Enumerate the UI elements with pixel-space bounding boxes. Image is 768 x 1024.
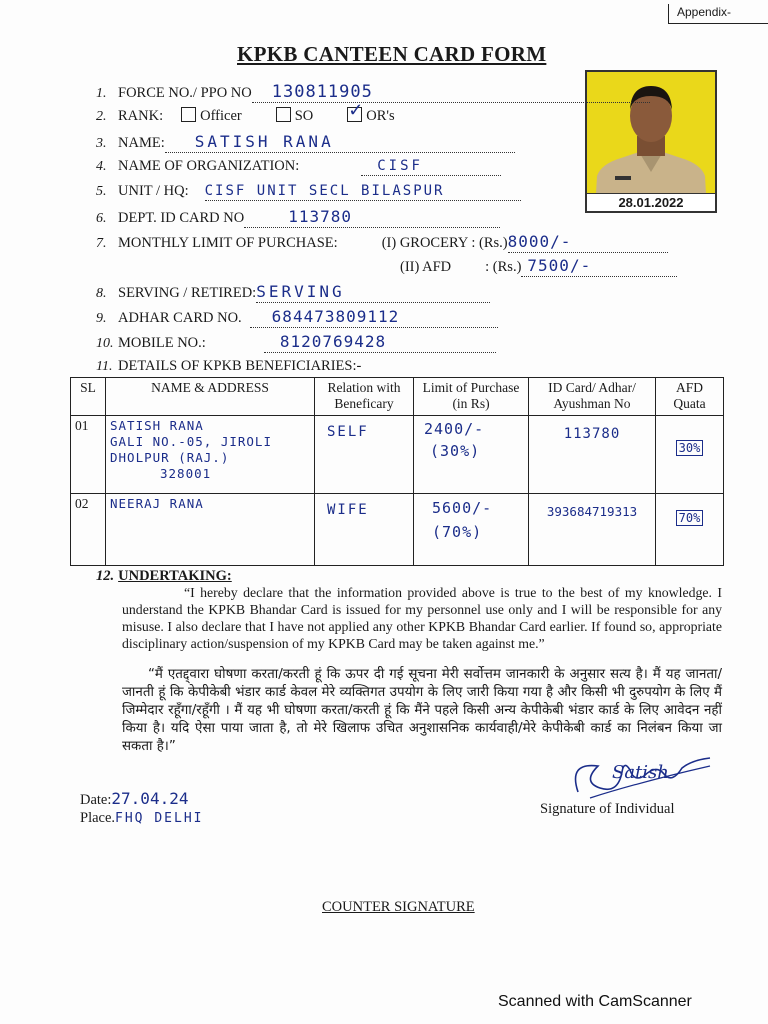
rank-officer-checkbox[interactable] xyxy=(181,107,196,122)
afd-limit-value[interactable]: 7500/- xyxy=(527,256,592,275)
row-id-card[interactable]: 113780 xyxy=(529,416,656,494)
mobile-value[interactable]: 8120769428 xyxy=(279,332,387,351)
date-field: Date:27.04.24 xyxy=(80,789,189,808)
limit-amount: 5600/- xyxy=(432,499,493,517)
field-unit-hq: 5. UNIT / HQ: CISF UNIT SECL BILASPUR xyxy=(96,182,521,202)
row-afd-quota[interactable] xyxy=(656,416,724,494)
rank-so-checkbox[interactable] xyxy=(276,107,291,122)
beneficiary-name: SATISH RANA xyxy=(110,418,204,433)
signature-mark[interactable]: Satish xyxy=(560,752,720,804)
field-name: 3. NAME: SATISH RANA xyxy=(96,132,515,152)
place-field: Place.FHQ DELHI xyxy=(80,810,204,826)
undertaking-hindi: “मैं एतद्द्वारा घोषणा करता/करती हूं कि ऊपर दी गई सूचना मेरी सर्वोत्तम जानकारी के अनुसार सत्य है। मैं यह जानता/जानती हूं कि केपीकेबी भंडार कार्ड केवल मेरे व्यक्तिगत उपयोग के लिए जारी किया गया है और किसी भी दुरुपयोग के लिए मैं जिम्मेदार रहूँगा/रहूँगी । मैं यह भी घोषणा करता/करती हूं कि मैंने पहले किसी अन्य केपीकेबी भंडार कार्ड के लिए आवेदन नहीं किया है। यदि ऐसा पाया जाता है, तो मेरे खिलाफ उचित अनुशासनिक कार्यवाही/मेरे केपीकेबी कार्ड का निलंबन किया जा सकता है।” xyxy=(122,667,722,754)
grocery-limit-value[interactable]: 8000/- xyxy=(507,232,572,251)
place-value[interactable]: FHQ DELHI xyxy=(115,811,204,826)
serving-value[interactable]: SERVING xyxy=(256,282,345,301)
field-mobile: 10. MOBILE NO.: 8120769428 xyxy=(96,332,496,352)
beneficiaries-table xyxy=(70,377,724,566)
organization-value[interactable]: CISF xyxy=(377,158,423,174)
field-organization: 4. NAME OF ORGANIZATION: CISF xyxy=(96,157,501,177)
field-adhar: 9. ADHAR CARD NO. 684473809112 xyxy=(96,307,498,327)
field-monthly-limit: 7. MONTHLY LIMIT OF PURCHASE: (I) GROCERY : (Rs.)8000/- xyxy=(96,232,668,252)
row-sl: 01 xyxy=(71,416,106,494)
rank-ors-checkbox[interactable] xyxy=(347,100,364,122)
counter-signature: COUNTER SIGNATURE xyxy=(322,899,475,915)
field-dept-id: 6. DEPT. ID CARD NO 113780 xyxy=(96,207,500,227)
row-relation[interactable]: SELF xyxy=(315,416,414,494)
undertaking-heading: 12. UNDERTAKING: xyxy=(96,568,232,584)
camscanner-footer: Scanned with CamScanner xyxy=(498,993,692,1010)
field-beneficiaries: 11. DETAILS OF KPKB BENEFICIARIES:- xyxy=(96,358,362,374)
field-afd-limit: (II) AFD : (Rs.) 7500/- xyxy=(400,256,677,276)
name-value[interactable]: SATISH RANA xyxy=(194,132,334,151)
limit-percent: (30%) xyxy=(430,442,481,460)
field-serving: 8. SERVING / RETIRED:SERVING xyxy=(96,282,490,302)
col-relation: Relation with Beneficary xyxy=(315,378,414,416)
photo-date: 28.01.2022 xyxy=(587,193,715,211)
unit-hq-value[interactable]: CISF UNIT SECL BILASPUR xyxy=(204,183,445,199)
date-value[interactable]: 27.04.24 xyxy=(111,789,189,808)
undertaking-english: “I hereby declare that the information provided above is true to the best of my knowledge. I understand the KPKB Bhandar Card is issued for my personnel use only and I will be responsible for any misuse. I also declare that I have not applied any other KPKB Bhandar Card earlier. If found so, appropriate disciplinary action/suspension of my KPKB Card may be taken against me.” xyxy=(122,585,722,651)
row-limit[interactable] xyxy=(414,416,529,494)
form-title: KPKB CANTEEN CARD FORM xyxy=(237,42,547,66)
col-limit: Limit of Purchase (in Rs) xyxy=(414,378,529,416)
field-force-no: 1. FORCE NO./ PPO NO 130811905 xyxy=(96,82,650,102)
dept-id-value[interactable]: 113780 xyxy=(288,207,352,226)
beneficiary-address-1: GALI NO.-05, JIROLI xyxy=(110,434,272,449)
beneficiary-name: NEERAJ RANA xyxy=(110,496,204,511)
beneficiary-address-3: 328001 xyxy=(160,466,212,481)
field-rank: 2. RANK: Officer SO ✓ OR's xyxy=(96,100,395,124)
row-sl: 02 xyxy=(71,494,106,566)
row-relation[interactable]: WIFE xyxy=(315,494,414,566)
force-no-value[interactable]: 130811905 xyxy=(271,82,373,102)
row-name-address[interactable] xyxy=(106,416,315,494)
table-header-row xyxy=(71,378,724,416)
limit-amount: 2400/- xyxy=(424,420,485,438)
col-name-address: NAME & ADDRESS xyxy=(106,378,315,416)
quota-value: 70% xyxy=(676,510,704,526)
row-limit[interactable] xyxy=(414,494,529,566)
col-sl: SL xyxy=(71,378,106,416)
row-afd-quota[interactable] xyxy=(656,494,724,566)
limit-percent: (70%) xyxy=(432,523,483,541)
col-id-card: ID Card/ Adhar/ Ayushman No xyxy=(529,378,656,416)
row-name-address[interactable] xyxy=(106,494,315,566)
beneficiary-address-2: DHOLPUR (RAJ.) xyxy=(110,450,230,465)
table-row xyxy=(71,416,724,494)
row-id-card[interactable]: 393684719313 xyxy=(529,494,656,566)
adhar-value[interactable]: 684473809112 xyxy=(271,307,400,326)
appendix-tag: Appendix- xyxy=(668,4,768,24)
checkmark-icon: ✓ xyxy=(348,100,364,120)
signature-label: Signature of Individual xyxy=(540,801,675,817)
quota-value: 30% xyxy=(676,440,704,456)
table-row xyxy=(71,494,724,566)
col-afd-quota: AFD Quata xyxy=(656,378,724,416)
